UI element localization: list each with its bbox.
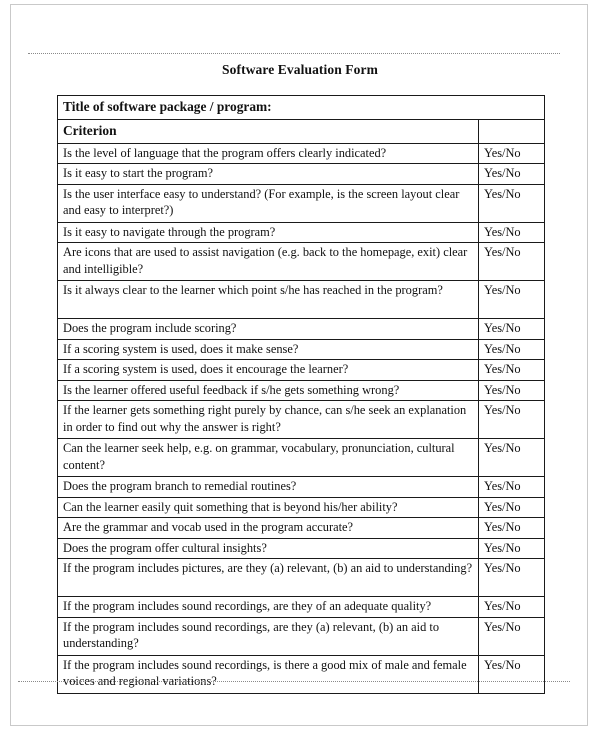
answer-cell[interactable]: Yes/No — [479, 319, 545, 340]
answer-cell[interactable]: Yes/No — [479, 184, 545, 222]
answer-cell[interactable]: Yes/No — [479, 655, 545, 693]
table-row — [58, 360, 545, 381]
answer-cell[interactable]: Yes/No — [479, 518, 545, 539]
answer-cell[interactable]: Yes/No — [479, 380, 545, 401]
table-row — [58, 477, 545, 498]
table-row — [58, 281, 545, 319]
criterion-cell: If a scoring system is used, does it encourage the learner? — [58, 360, 479, 381]
criterion-cell: Does the program include scoring? — [58, 319, 479, 340]
criterion-cell: Is it always clear to the learner which point s/he has reached in the program? — [58, 281, 479, 319]
answer-column-header — [479, 119, 545, 143]
package-title-cell[interactable]: Title of software package / program: — [58, 96, 545, 120]
criterion-cell: Does the program branch to remedial routines? — [58, 477, 479, 498]
table-row — [58, 538, 545, 559]
table-row — [58, 559, 545, 597]
criterion-cell: Can the learner easily quit something that is beyond his/her ability? — [58, 497, 479, 518]
answer-cell[interactable]: Yes/No — [479, 617, 545, 655]
table-row — [58, 497, 545, 518]
criterion-cell: If the program includes sound recordings, are they of an adequate quality? — [58, 597, 479, 618]
criterion-column-header: Criterion — [58, 119, 479, 143]
table-row — [58, 439, 545, 477]
table-row-column-headers — [58, 119, 545, 143]
answer-cell[interactable]: Yes/No — [479, 164, 545, 185]
evaluation-criteria-table — [57, 95, 545, 694]
answer-cell[interactable]: Yes/No — [479, 597, 545, 618]
answer-cell[interactable]: Yes/No — [479, 477, 545, 498]
table-row — [58, 184, 545, 222]
answer-cell[interactable]: Yes/No — [479, 143, 545, 164]
table-row — [58, 655, 545, 693]
table-row — [58, 143, 545, 164]
table-row — [58, 380, 545, 401]
page-title: Software Evaluation Form — [222, 62, 378, 77]
table-row — [58, 339, 545, 360]
criterion-cell: Is the level of language that the program offers clearly indicated? — [58, 143, 479, 164]
top-dotted-rule — [28, 53, 560, 54]
answer-cell[interactable]: Yes/No — [479, 538, 545, 559]
criterion-cell: Is the learner offered useful feedback if s/he gets something wrong? — [58, 380, 479, 401]
answer-cell[interactable]: Yes/No — [479, 222, 545, 243]
table-row — [58, 319, 545, 340]
answer-cell[interactable]: Yes/No — [479, 360, 545, 381]
criterion-cell: Is it easy to navigate through the program? — [58, 222, 479, 243]
criterion-cell: If the learner gets something right purely by chance, can s/he seek an explanation in order to find out why the answer is right? — [58, 401, 479, 439]
criterion-cell: If the program includes sound recordings, are they (a) relevant, (b) an aid to understanding? — [58, 617, 479, 655]
table-row — [58, 243, 545, 281]
answer-cell[interactable]: Yes/No — [479, 497, 545, 518]
table-body — [58, 96, 545, 694]
table-row — [58, 518, 545, 539]
answer-cell[interactable]: Yes/No — [479, 243, 545, 281]
answer-cell[interactable]: Yes/No — [479, 439, 545, 477]
criterion-cell: Is the user interface easy to understand? (For example, is the screen layout clear and easy to interpret?) — [58, 184, 479, 222]
table-row-package-title — [58, 96, 545, 120]
answer-cell[interactable]: Yes/No — [479, 559, 545, 597]
table-row — [58, 164, 545, 185]
software-evaluation-table — [57, 95, 544, 694]
criterion-cell: If the program includes pictures, are they (a) relevant, (b) an aid to understanding? — [58, 559, 479, 597]
criterion-cell: If a scoring system is used, does it make sense? — [58, 339, 479, 360]
bottom-dotted-rule — [18, 681, 570, 682]
criterion-cell: Are the grammar and vocab used in the program accurate? — [58, 518, 479, 539]
table-row — [58, 401, 545, 439]
answer-cell[interactable]: Yes/No — [479, 401, 545, 439]
criterion-cell: If the program includes sound recordings, is there a good mix of male and female voices and regional variations? — [58, 655, 479, 693]
table-row — [58, 617, 545, 655]
criterion-cell: Is it easy to start the program? — [58, 164, 479, 185]
table-row — [58, 597, 545, 618]
table-row — [58, 222, 545, 243]
answer-cell[interactable]: Yes/No — [479, 339, 545, 360]
criterion-cell: Are icons that are used to assist navigation (e.g. back to the homepage, exit) clear and intelligible? — [58, 243, 479, 281]
answer-cell[interactable]: Yes/No — [479, 281, 545, 319]
criterion-cell: Can the learner seek help, e.g. on grammar, vocabulary, pronunciation, cultural content? — [58, 439, 479, 477]
criterion-cell: Does the program offer cultural insights? — [58, 538, 479, 559]
